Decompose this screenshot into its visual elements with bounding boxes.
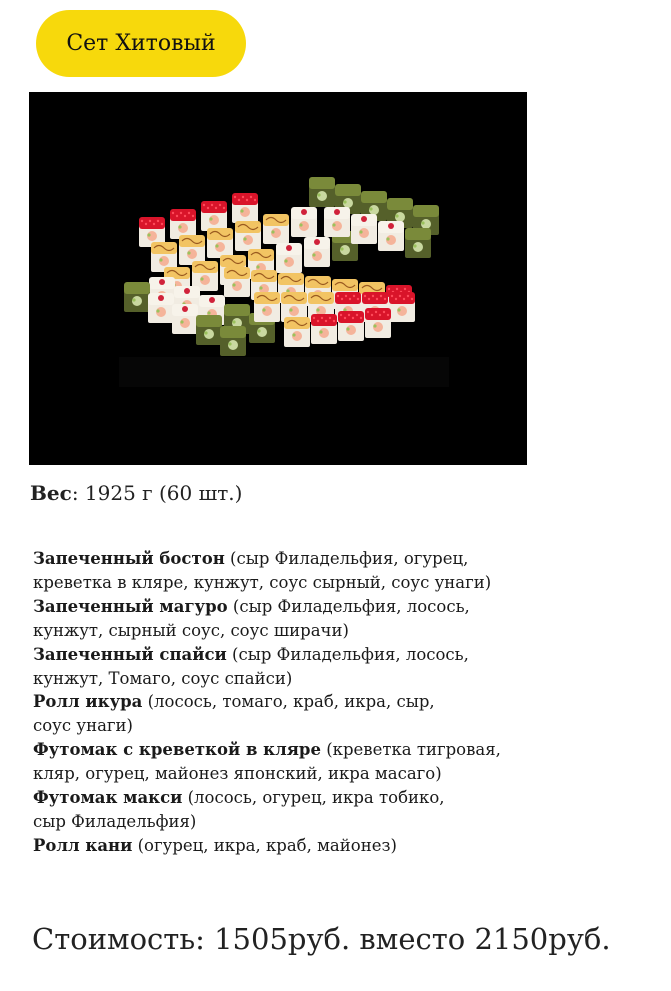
composition-item xyxy=(33,595,593,643)
roll-ingredients-cont: соус унаги) xyxy=(33,716,133,736)
roll-name: Футомак с креветкой в кляре xyxy=(33,740,321,760)
roll-name: Запеченный бостон xyxy=(33,549,225,568)
roll-ingredients: (креветка тигровая, xyxy=(320,740,501,760)
roll-name: Запеченный магуро xyxy=(33,596,228,616)
composition-item xyxy=(33,834,593,858)
roll-ingredients: (лосось, огурец, икра тобико, xyxy=(182,788,445,808)
composition-item xyxy=(33,786,593,834)
roll-ingredients-cont: кляр, огурец, майонез японский, икра масаго) xyxy=(33,764,442,784)
weight-info xyxy=(30,481,242,505)
old-price: 2150руб. xyxy=(474,922,611,956)
sushi-illustration xyxy=(29,92,527,465)
roll-ingredients-cont: креветка в кляре, кунжут, соус сырный, соус унаги) xyxy=(33,572,492,592)
roll-name: Запеченный спайси xyxy=(33,644,227,664)
sushi-set-photo xyxy=(29,92,527,465)
set-title-badge xyxy=(36,10,246,77)
roll-ingredients: (сыр Филадельфия, лосось, xyxy=(227,596,470,616)
roll-name: Ролл икура xyxy=(33,692,143,712)
composition-item xyxy=(33,547,593,595)
weight-label: Вес xyxy=(30,481,72,505)
price-separator: вместо xyxy=(350,922,475,956)
composition-item xyxy=(33,738,593,786)
roll-ingredients-cont: кунжут, сырный соус, соус ширачи) xyxy=(33,620,349,640)
roll-ingredients: (лосось, томаго, краб, икра, сыр, xyxy=(142,692,435,712)
composition-item xyxy=(33,643,593,691)
set-title: Сет Хитовый xyxy=(66,31,216,56)
roll-ingredients-cont: кунжут, Томаго, соус спайси) xyxy=(33,668,293,688)
price-label: Стоимость: xyxy=(32,922,215,956)
roll-name: Футомак макси xyxy=(33,788,183,808)
roll-ingredients: (огурец, икра, краб, майонез) xyxy=(132,835,397,855)
roll-ingredients: (сыр Филадельфия, огурец, xyxy=(224,549,469,568)
composition-item xyxy=(33,690,593,738)
roll-name: Ролл кани xyxy=(33,835,133,855)
weight-value: : 1925 г (60 шт.) xyxy=(71,481,243,505)
composition-list xyxy=(33,547,593,858)
roll-ingredients: (сыр Филадельфия, лосось, xyxy=(226,644,469,664)
new-price: 1505руб. xyxy=(214,922,351,956)
roll-ingredients-cont: сыр Филадельфия) xyxy=(33,811,197,831)
price-info xyxy=(32,922,611,956)
